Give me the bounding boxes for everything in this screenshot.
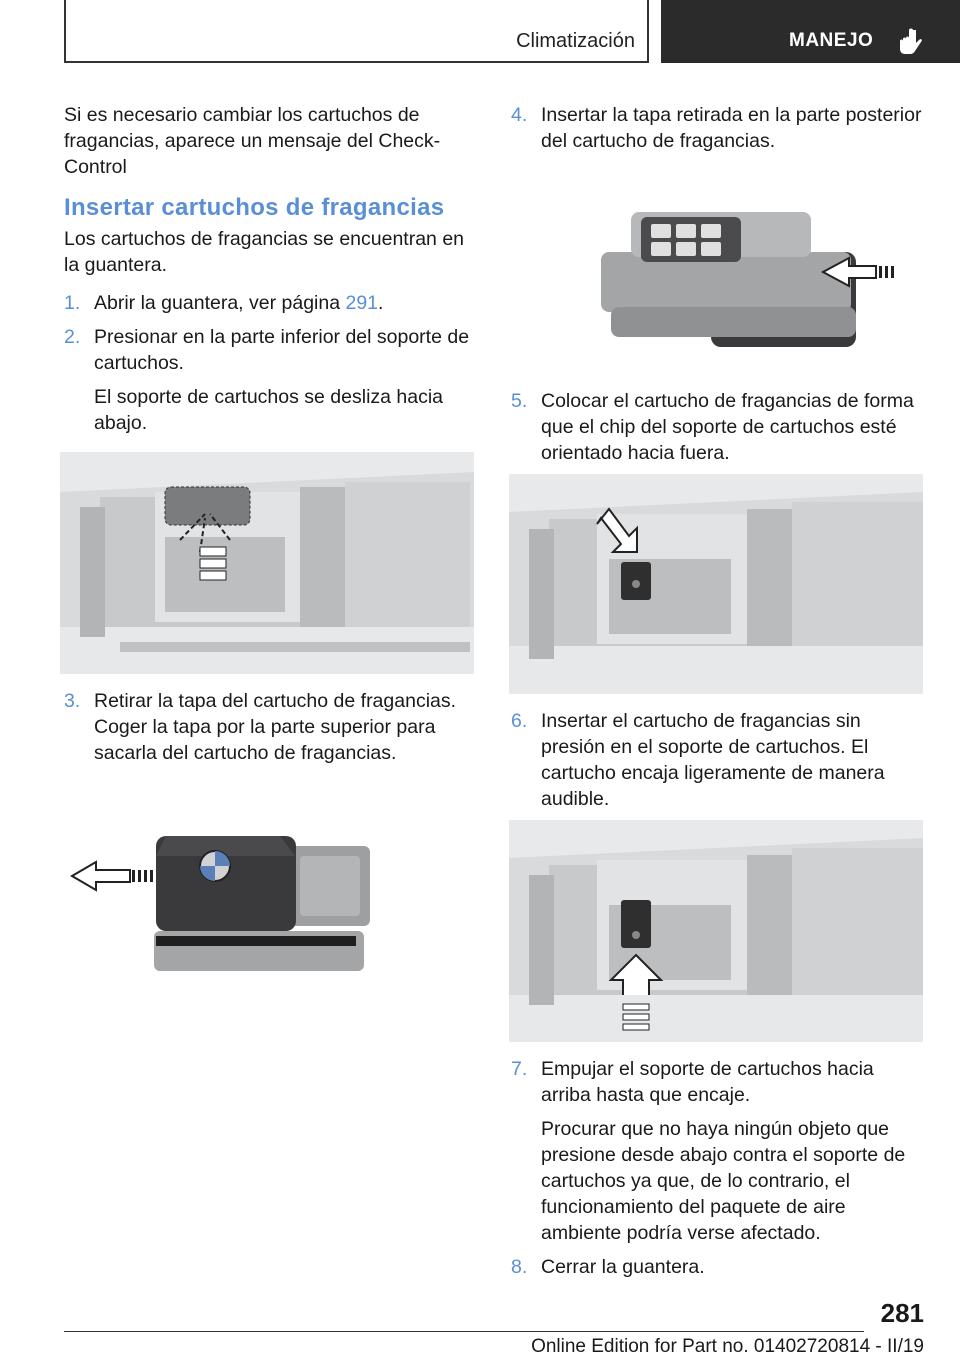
step-number: 1. [64, 292, 81, 314]
step-text: Insertar la tapa retirada en la parte posterior del cartucho de fragancias. [541, 104, 922, 152]
footer-divider [64, 1331, 864, 1332]
section-title: Climatización [516, 30, 635, 52]
page-header [0, 0, 960, 66]
step-number: 7. [511, 1058, 528, 1080]
step-5 [511, 388, 923, 466]
step-3 [64, 688, 476, 766]
chapter-title: MANEJO [789, 30, 874, 51]
left-column [64, 102, 476, 981]
step-number: 6. [511, 710, 528, 732]
step-number: 8. [511, 1256, 528, 1278]
intro-text: Si es necesario cambiar los cartuchos de fragancias, aparece un mensaje del Check-Control [64, 104, 441, 178]
cartridge-cap-removal-figure [70, 806, 400, 981]
heading-text: Los cartuchos de fragancias se encuentran en la guantera. [64, 228, 465, 276]
page-link[interactable]: 291 [345, 292, 379, 314]
hand-pointer-icon [896, 27, 926, 57]
step-text: Abrir la guantera, ver página [94, 292, 346, 314]
step-4 [511, 102, 923, 154]
step-text: Insertar el cartucho de fragancias sin presión en el soporte de cartuchos. El cartucho encaja ligeramente de manera audible. [541, 710, 885, 810]
step-text: Cerrar la guantera. [541, 1256, 705, 1278]
step-7 [511, 1056, 923, 1246]
edition-note: Online Edition for Part no. 01402720814 - II/19 [531, 1336, 924, 1357]
step-number: 4. [511, 104, 528, 126]
step-text: Retirar la tapa del cartucho de fragancias. Coger la tapa por la parte superior para sacarla del cartucho de fragancias. [94, 690, 457, 764]
page-number: 281 [880, 1298, 924, 1328]
step-text-end: . [378, 292, 384, 314]
chip-orientation-figure [509, 474, 923, 694]
glovebox-press-figure [60, 452, 474, 674]
push-holder-up-figure [509, 820, 923, 1042]
step-1 [64, 290, 476, 316]
section-heading: Insertar cartuchos de fragancias [64, 194, 445, 221]
step-number: 2. [64, 326, 81, 348]
step-2 [64, 324, 476, 436]
step-subtext: Procurar que no haya ningún objeto que presione desde abajo contra el soporte de cartuchos ya que, de lo contrario, el funcionamiento del paquete de aire ambiente podría verse afectado. [541, 1118, 906, 1244]
step-text: Colocar el cartucho de fragancias de forma que el chip del soporte de cartuchos esté orientado hacia fuera. [541, 390, 914, 464]
step-text: Presionar en la parte inferior del soporte de cartuchos. [94, 326, 470, 374]
step-6 [511, 708, 923, 812]
step-number: 3. [64, 690, 81, 712]
chapter-tab[interactable] [661, 0, 960, 63]
right-column [511, 102, 923, 1288]
step-text: Empujar el soporte de cartuchos hacia arriba hasta que encaje. [541, 1058, 874, 1106]
step-subtext: El soporte de cartuchos se desliza hacia abajo. [94, 386, 444, 434]
step-8 [511, 1254, 923, 1280]
cap-insertion-figure [601, 212, 901, 352]
step-number: 5. [511, 390, 528, 412]
